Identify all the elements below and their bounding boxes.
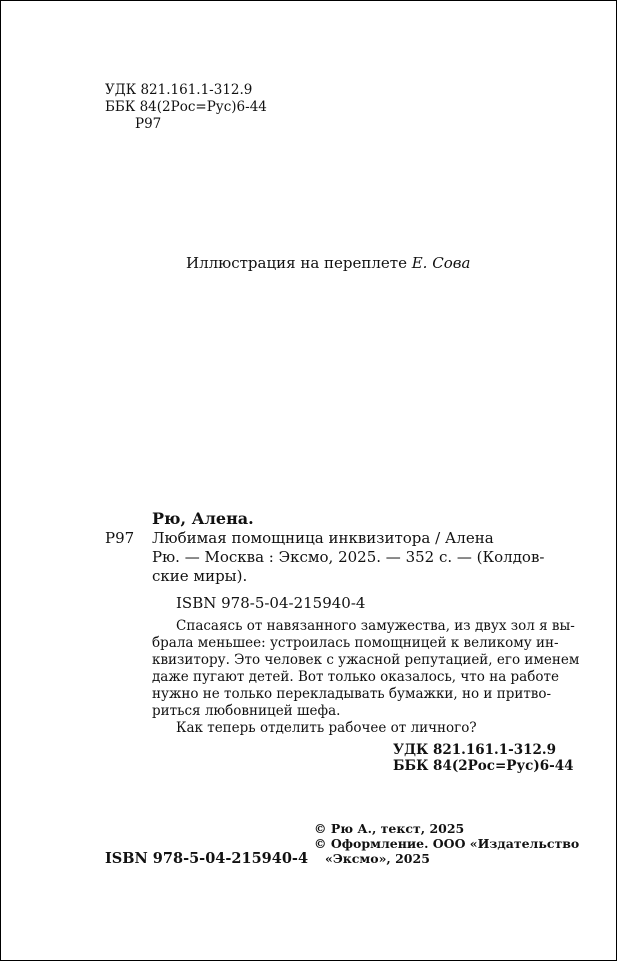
record-desc-line-3: ские миры). [152,567,248,585]
annotation-line-4: даже пугают детей. Вот только оказалось, что на работе [152,669,559,685]
annotation-line-1: Спасаясь от навязанного замужества, из двух зол я вы- [176,618,575,634]
annotation-line-7: Как теперь отделить рабочее от личного? [176,720,477,736]
bottom-udk: УДК 821.161.1-312.9 [393,742,556,758]
udk-code: УДК 821.161.1-312.9 [105,82,253,98]
record-isbn: ISBN 978-5-04-215940-4 [176,594,366,612]
illustration-prefix: Иллюстрация на переплете [186,254,412,272]
copyright-line-1: © Рю А., текст, 2025 [314,821,465,836]
copyright-line-2: © Оформление. ООО «Издательство [314,836,580,851]
copyright-line-3: «Эксмо», 2025 [325,851,430,866]
illustration-credit [186,254,470,272]
record-desc-line-2: Рю. — Москва : Эксмо, 2025. — 352 с. — (Колдов- [152,548,545,566]
illustration-artist: Е. Сова [411,254,471,272]
record-desc-line-1: Любимая помощница инквизитора / Алена [152,529,494,547]
record-author: Рю, Алена. [152,509,254,528]
isbn-bottom: ISBN 978-5-04-215940-4 [105,850,309,867]
record-code: Р97 [105,529,135,547]
annotation-line-6: риться любовницей шефа. [152,703,341,719]
bbk-code: ББК 84(2Рос=Рус)6-44 [105,99,267,115]
annotation-line-3: квизитору. Это человек с ужасной репутацией, его именем [152,652,580,668]
bottom-bbk: ББК 84(2Рос=Рус)6-44 [393,758,574,774]
annotation-line-5: нужно не только перекладывать бумажки, но и притво- [152,686,552,702]
author-mark: Р97 [135,116,162,132]
annotation-line-2: брала меньшее: устроилась помощницей к великому ин- [152,635,559,651]
